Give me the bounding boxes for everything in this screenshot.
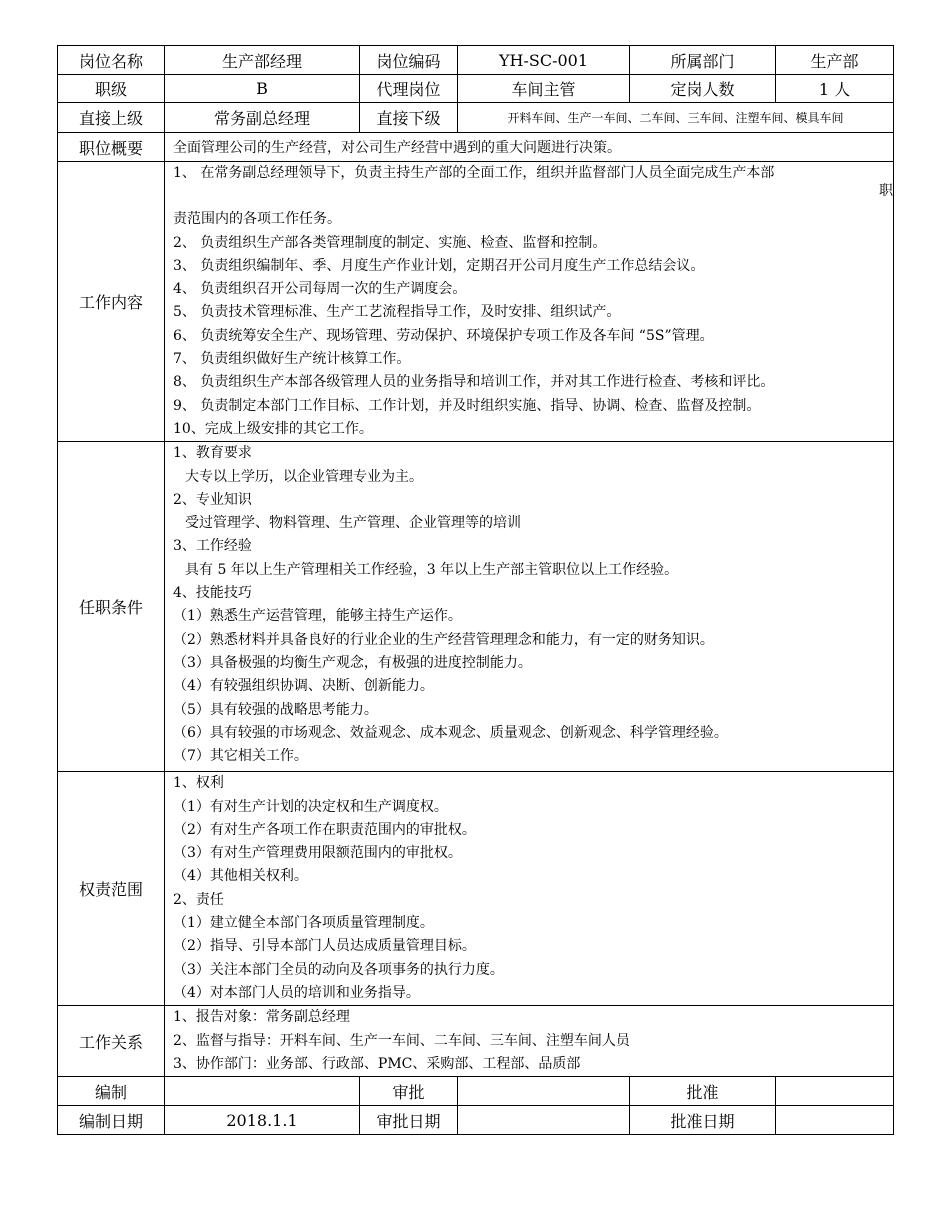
prepared-date-value: 2018.1.1 (165, 1106, 360, 1135)
deputy-value: 车间主管 (458, 75, 630, 103)
duty-item: 2、 负责组织生产部各类管理制度的制定、实施、检查、监督和控制。 (173, 234, 607, 251)
knowledge-text: 受过管理学、物料管理、生产管理、企业管理等的培训 (185, 515, 521, 532)
approve-date-label: 批准日期 (630, 1106, 776, 1135)
approve-date-value (776, 1106, 894, 1135)
position-name-label: 岗位名称 (58, 46, 165, 75)
duty-item: 7、 负责组织做好生产统计核算工作。 (173, 351, 411, 368)
rights-item: （2）有对生产各项工作在职责范围内的审批权。 (173, 821, 476, 838)
headcount-value: 1 人 (776, 75, 894, 103)
row-authority (58, 772, 894, 1006)
duty-item: 4、 负责组织召开公司每周一次的生产调度会。 (173, 281, 467, 298)
grade-label: 职级 (58, 75, 165, 103)
duty-item: 9、 负责制定本部门工作目标、工作计划，并及时组织实施、指导、协调、检查、监督及控制。 (173, 397, 761, 414)
responsibility-item: （1）建立健全本部门各项质量管理制度。 (173, 915, 434, 932)
skill-item: （2）熟悉材料并具备良好的行业企业的生产经营管理理念和能力，有一定的财务知识。 (173, 631, 714, 648)
row-qualifications (58, 442, 894, 772)
duty-item: 6、 负责统筹安全生产、现场管理、劳动保护、环境保护专项工作及各车间 “5S”管理。 (173, 327, 714, 344)
grade-value: B (165, 75, 360, 103)
edu-title: 1、教育要求 (173, 445, 252, 462)
prepared-label: 编制 (58, 1077, 165, 1106)
authority-content (165, 772, 894, 1006)
rights-item: （1）有对生产计划的决定权和生产调度权。 (173, 798, 448, 815)
approve-label: 批准 (630, 1077, 776, 1106)
skill-item: （7）其它相关工作。 (173, 748, 308, 765)
prepared-value (165, 1077, 360, 1106)
row-summary (58, 133, 894, 162)
department-value: 生产部 (776, 46, 894, 75)
relations-label: 工作关系 (58, 1006, 165, 1077)
review-date-value (458, 1106, 630, 1135)
relation-item: 2、监督与指导：开料车间、生产一车间、二车间、三车间、注塑车间人员 (173, 1032, 630, 1049)
relations-content (165, 1006, 894, 1077)
subordinate-value: 开料车间、生产一车间、二车间、三车间、注塑车间、模具车间 (458, 103, 894, 133)
skill-item: （6）具有较强的市场观念、效益观念、成本观念、质量观念、创新观念、科学管理经验。 (173, 724, 728, 741)
position-code-label: 岗位编码 (360, 46, 458, 75)
department-label: 所属部门 (630, 46, 776, 75)
superior-value: 常务副总经理 (165, 103, 360, 133)
experience-title: 3、工作经验 (173, 538, 252, 555)
responsibility-item: （3）关注本部门全员的动向及各项事务的执行力度。 (173, 961, 504, 978)
row-dates (58, 1106, 894, 1135)
row-relations (58, 1006, 894, 1077)
edu-text: 大专以上学历，以企业管理专业为主。 (185, 468, 423, 485)
skill-item: （4）有较强组织协调、决断、创新能力。 (173, 678, 434, 695)
qualifications-content (165, 442, 894, 772)
experience-text: 具有 5 年以上生产管理相关工作经验，3 年以上生产部主管职位以上工作经验。 (185, 561, 679, 578)
superior-label: 直接上级 (58, 103, 165, 133)
qualifications-label: 任职条件 (58, 442, 165, 772)
subordinate-label: 直接下级 (360, 103, 458, 133)
duties-label: 工作内容 (58, 162, 165, 442)
review-label: 审批 (360, 1077, 458, 1106)
duties-content (165, 162, 894, 442)
rights-title: 1、权利 (173, 775, 224, 792)
duty-item-1a: 1、 在常务副总经理领导下，负责主持生产部的全面工作，组织并监督部门人员全面完成生产本部 (173, 165, 775, 181)
knowledge-title: 2、专业知识 (173, 491, 252, 508)
responsibility-title: 2、责任 (173, 891, 224, 908)
review-date-label: 审批日期 (360, 1106, 458, 1135)
relation-item: 3、协作部门：业务部、行政部、PMC、采购部、工程部、品质部 (173, 1055, 581, 1072)
row-reporting (58, 103, 894, 133)
summary-text: 全面管理公司的生产经营，对公司生产经营中遇到的重大问题进行决策。 (165, 133, 894, 162)
row-signoff (58, 1077, 894, 1106)
skill-item: （1）熟悉生产运营管理，能够主持生产运作。 (173, 608, 462, 625)
approve-value (776, 1077, 894, 1106)
responsibility-item: （4）对本部门人员的培训和业务指导。 (173, 984, 420, 1001)
prepared-date-label: 编制日期 (58, 1106, 165, 1135)
skill-item: （3）具备极强的均衡生产观念，有极强的进度控制能力。 (173, 654, 532, 671)
duty-item-1b: 责范围内的各项工作任务。 (173, 211, 341, 228)
row-grade (58, 75, 894, 103)
summary-label: 职位概要 (58, 133, 165, 162)
row-duties (58, 162, 894, 442)
headcount-label: 定岗人数 (630, 75, 776, 103)
rights-item: （3）有对生产管理费用限额范围内的审批权。 (173, 845, 462, 862)
rights-item: （4）其他相关权利。 (173, 868, 308, 885)
duty-item: 8、 负责组织生产本部各级管理人员的业务指导和培训工作，并对其工作进行检查、考核和评比。 (173, 374, 775, 391)
authority-label: 权责范围 (58, 772, 165, 1006)
job-description-table (57, 45, 894, 1135)
duty-item: 3、 负责组织编制年、季、月度生产作业计划，定期召开公司月度生产工作总结会议。 (173, 257, 705, 274)
duty-item: 5、 负责技术管理标准、生产工艺流程指导工作，及时安排、组织试产。 (173, 304, 621, 321)
skill-item: （5）具有较强的战略思考能力。 (173, 701, 378, 718)
responsibility-item: （2）指导、引导本部门人员达成质量管理目标。 (173, 938, 476, 955)
skills-title: 4、技能技巧 (173, 585, 252, 602)
review-value (458, 1077, 630, 1106)
relation-item: 1、报告对象：常务副总经理 (173, 1009, 350, 1026)
duty-stray-char: 职 (879, 183, 893, 199)
deputy-label: 代理岗位 (360, 75, 458, 103)
position-code-value: YH-SC-001 (458, 46, 630, 75)
duty-item: 10、完成上级安排的其它工作。 (173, 420, 373, 437)
row-position (58, 46, 894, 75)
position-name-value: 生产部经理 (165, 46, 360, 75)
